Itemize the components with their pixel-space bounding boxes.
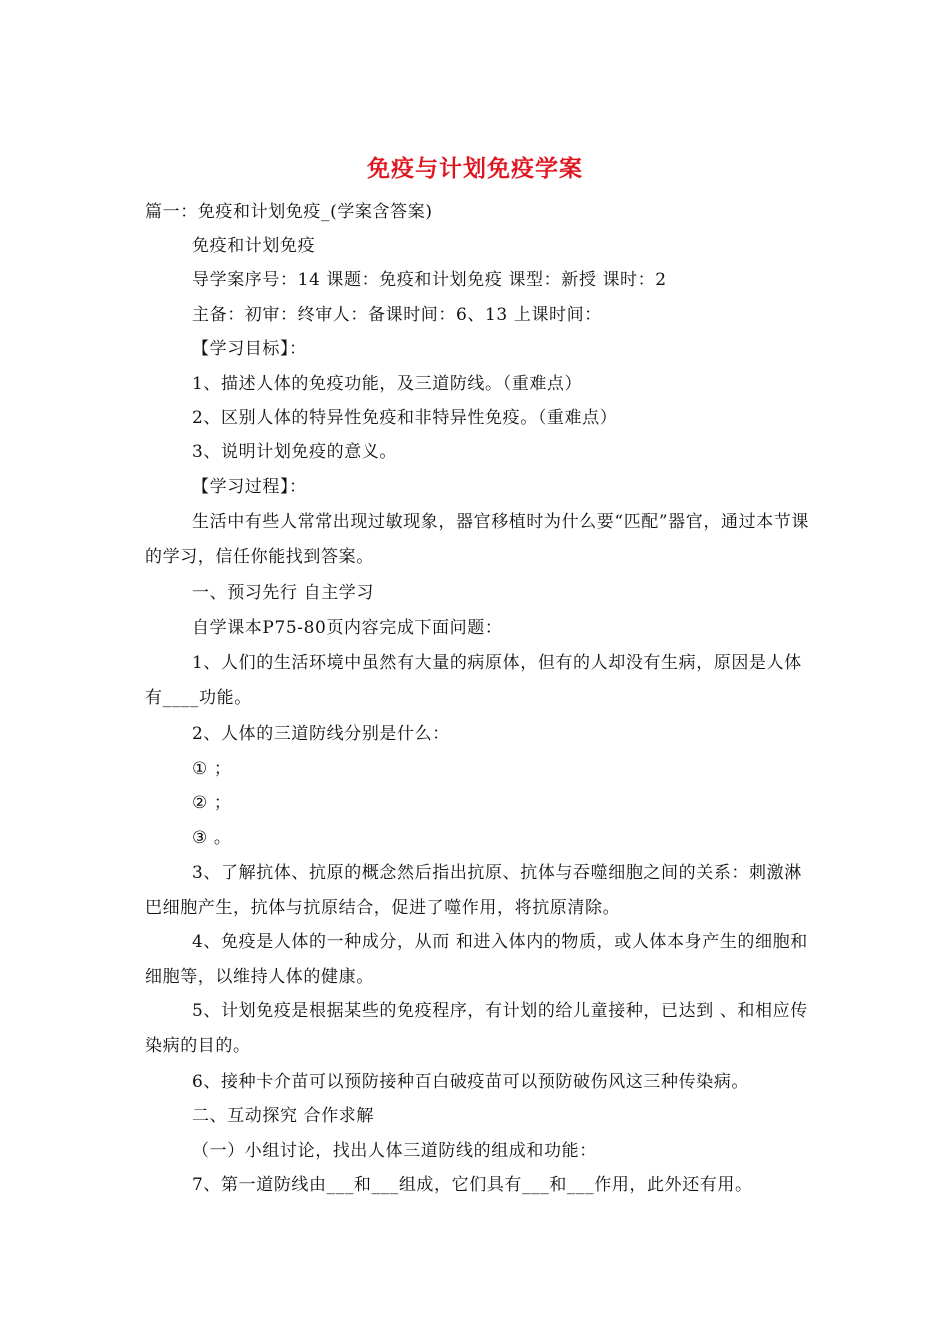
question-item: 7、第一道防线由___和___组成，它们具有___和___作用，此外还有用。 [192, 1175, 753, 1195]
question-item: 6、接种卡介苗可以预防接种百白破疫苗可以预防破伤风这三种传染病。 [192, 1072, 750, 1092]
answer-blank: ② ； [192, 793, 232, 813]
intro-paragraph: 生活中有些人常常出现过敏现象，器官移植时为什么要“匹配”器官，通过本节课的学习，信任你能找到答案。 [145, 512, 809, 567]
question-item: 1、人们的生活环境中虽然有大量的病原体，但有的人却没有生病，原因是人体有____功能。 [145, 653, 802, 708]
question-item: 4、免疫是人体的一种成分，从而 和进入体内的物质，或人体本身产生的细胞和 细胞等，以维持人体的健康。 [145, 932, 808, 987]
question-item: 5、计划免疫是根据某些的免疫程序，有计划的给儿童接种，已达到 、和相应传染病的目的。 [145, 1001, 808, 1056]
question-item: 3、了解抗体、抗原的概念然后指出抗原、抗体与吞噬细胞之间的关系：刺激淋巴细胞产生，抗体与抗原结合，促进了噬作用，将抗原清除。 [145, 863, 802, 918]
answer-blank: ① ； [192, 759, 232, 779]
objective-item: 2、区别人体的特异性免疫和非特异性免疫。（重难点） [192, 408, 618, 428]
section-heading: 篇一：免疫和计划免疫_(学案含答案) [145, 202, 433, 222]
objective-item: 1、描述人体的免疫功能，及三道防线。（重难点） [192, 374, 583, 394]
instruction-text: 自学课本P75-80页内容完成下面问题： [192, 618, 503, 638]
objective-item: 3、说明计划免疫的意义。 [192, 442, 398, 462]
question-item: 2、人体的三道防线分别是什么： [192, 724, 450, 744]
answer-blank: ③ 。 [192, 828, 232, 848]
subtitle: 免疫和计划免疫 [192, 236, 316, 256]
document-title: 免疫与计划免疫学案 [367, 155, 583, 182]
lesson-info: 导学案序号：14 课题：免疫和计划免疫 课型：新授 课时：2 [192, 270, 667, 290]
part-heading: 一、预习先行 自主学习 [192, 583, 375, 603]
process-heading: 【学习过程】： [192, 477, 307, 497]
part-heading: 二、互动探究 合作求解 [192, 1106, 375, 1126]
author-info: 主备：初审：终审人：备课时间：6、13 上课时间： [192, 305, 602, 325]
discussion-heading: （一）小组讨论，找出人体三道防线的组成和功能： [192, 1141, 597, 1161]
objectives-heading: 【学习目标】： [192, 339, 307, 359]
